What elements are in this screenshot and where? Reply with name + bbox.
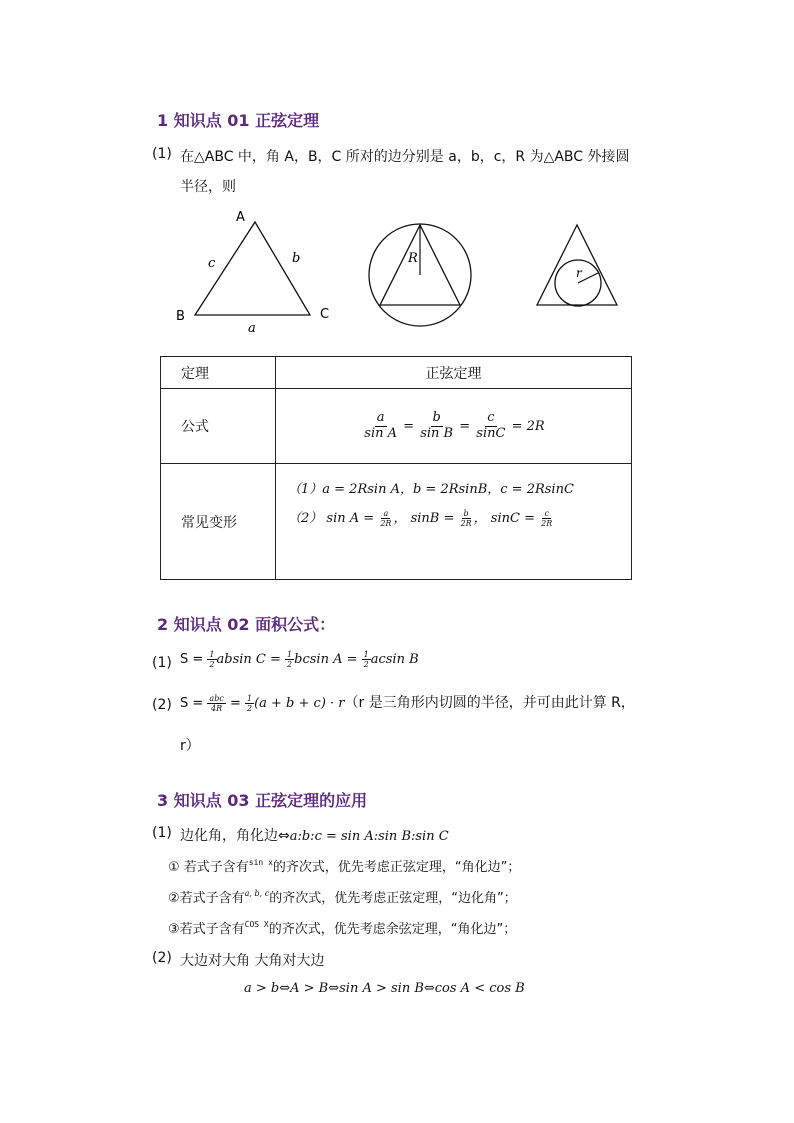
frac-den: 2R (460, 519, 472, 528)
frac-den: 2R (380, 519, 392, 528)
sina-eq: sin A = (326, 511, 375, 526)
frac-num: b (432, 409, 441, 425)
section1-item1-number: (1) (152, 146, 172, 162)
formula-tail: = 2R (511, 418, 545, 434)
fraction-c-over-2r (539, 509, 554, 528)
frac-den: 2 (246, 704, 253, 713)
fraction-c-over-sinc (474, 411, 507, 442)
vertex-c-label: C (320, 307, 330, 322)
vertex-a-label: A (236, 210, 245, 225)
frac-num: 1 (287, 650, 293, 659)
fraction-half (362, 650, 371, 669)
sub2-prefix: ②若式子含有 (168, 891, 245, 906)
section2-item2-formula (180, 692, 635, 713)
equals-sign: = (459, 418, 471, 434)
circumradius-label: R (408, 251, 418, 266)
section1-item1-text-line2: 半径，则 (180, 179, 236, 195)
frac-den: 4R (211, 704, 223, 713)
area-term-1: absin C = (216, 652, 281, 668)
variant-line-2 (288, 507, 631, 528)
section3-sub2 (168, 887, 517, 906)
frac-den: sin A (364, 425, 398, 441)
frac-num: c (544, 508, 549, 518)
section2-item1-number: (1) (152, 655, 172, 671)
frac-den: 2 (209, 660, 215, 670)
section3-item2-formula: a > b⇔A > B⇔sin A > sin B⇔cos A < cos B (244, 981, 525, 996)
fraction-b-over-2r (459, 509, 474, 528)
frac-num: c (487, 409, 495, 425)
sub2-suffix: 的齐次式，优先考虑正弦定理，“边化角”； (269, 891, 517, 906)
side-b-label: b (292, 251, 301, 266)
table-row-variants-label: 常见变形 (161, 464, 276, 580)
side-a-label: a (248, 321, 256, 336)
sub3-prefix: ③若式子含有 (168, 922, 245, 937)
frac-num: 1 (246, 693, 253, 703)
frac-den: sinC (476, 425, 506, 441)
fraction-abc-over-4r (207, 694, 225, 713)
sine-theorem-table (160, 356, 632, 580)
perimeter-expression: (a + b + c) · r (254, 696, 345, 711)
area-term-2: bcsin A = (294, 652, 358, 668)
section3-title: 3 知识点 03 正弦定理的应用 (157, 791, 368, 810)
frac-num: a (383, 508, 389, 518)
sub1-prefix: ① 若式子含有 (168, 860, 249, 875)
section3-item1-line (180, 825, 449, 845)
sub1-suffix: 的齐次式，优先考虑正弦定理，“角化边”； (272, 860, 521, 875)
equals-sign: = (229, 696, 241, 711)
section3-item2-text: 大边对大角 大角对大边 (180, 953, 325, 969)
table-row-formula-label: 公式 (161, 389, 276, 464)
sub2-superscript: a, b, c (244, 889, 270, 898)
frac-num: 1 (363, 650, 369, 659)
fraction-a-over-sina (362, 411, 399, 442)
separator: ， (473, 511, 487, 526)
table-row-formula (276, 389, 632, 464)
fraction-a-over-2r (378, 509, 393, 528)
frac-num: b (463, 508, 469, 518)
inradius-label: r (576, 266, 582, 280)
table-row-variants (276, 464, 632, 580)
section2-item2-note-continued: r） (180, 738, 200, 754)
frac-num: abc (209, 693, 224, 703)
section3-sub3 (168, 918, 516, 937)
fraction-half (285, 650, 294, 669)
fraction-half (207, 650, 216, 669)
frac-den: 2 (363, 660, 369, 670)
sub3-superscript: COS X (244, 920, 269, 929)
section3-sub1 (168, 856, 520, 875)
fraction-b-over-sinb (418, 411, 455, 442)
table-header-theorem: 定理 (161, 357, 276, 389)
side-angle-conversion-text: 边化角，角化边⇔ (180, 828, 290, 844)
area-s: S = (180, 696, 204, 711)
sinb-eq: sinB = (410, 511, 455, 526)
sub3-suffix: 的齐次式，优先考虑余弦定理，“角化边”； (268, 922, 517, 937)
sinc-eq: sinC = (490, 511, 535, 526)
section2-item1-formula (180, 650, 419, 669)
outer-triangle (537, 225, 617, 305)
section3-item1-number: (1) (152, 825, 172, 841)
section1-item1-text-line1: 在△ABC 中，角 A，B，C 所对的边分别是 a，b，c，R 为△ABC 外接圆 (180, 149, 630, 165)
frac-den: 2R (541, 519, 553, 528)
vertex-b-label: B (176, 309, 185, 324)
area-s: S = (180, 652, 204, 668)
frac-num: a (376, 409, 385, 425)
triangle-figures (170, 205, 640, 340)
section2-item2-number: (2) (152, 697, 172, 713)
ratio-formula: a:b:c = sin A:sin B:sin C (289, 829, 449, 844)
inradius-note: （r 是三角形内切圆的半径，并可由此计算 R， (344, 695, 635, 711)
variant-line-1: （1）a = 2Rsin A，b = 2RsinB，c = 2RsinC (288, 482, 574, 497)
frac-den: sin B (420, 425, 454, 441)
section3-item2-number: (2) (152, 950, 172, 966)
section1-title: 1 知识点 01 正弦定理 (157, 111, 320, 130)
separator: ， (393, 511, 407, 526)
area-term-3: acsin B (370, 652, 419, 668)
sub1-superscript: sin x (248, 858, 273, 867)
variant-prefix: （2） (288, 511, 323, 526)
equals-sign: = (403, 418, 415, 434)
section2-title: 2 知识点 02 面积公式： (157, 615, 336, 634)
fraction-half (245, 694, 254, 713)
frac-num: 1 (209, 650, 215, 659)
side-c-label: c (208, 256, 216, 271)
frac-den: 2 (287, 660, 293, 670)
table-header-sine-theorem: 正弦定理 (276, 357, 632, 389)
